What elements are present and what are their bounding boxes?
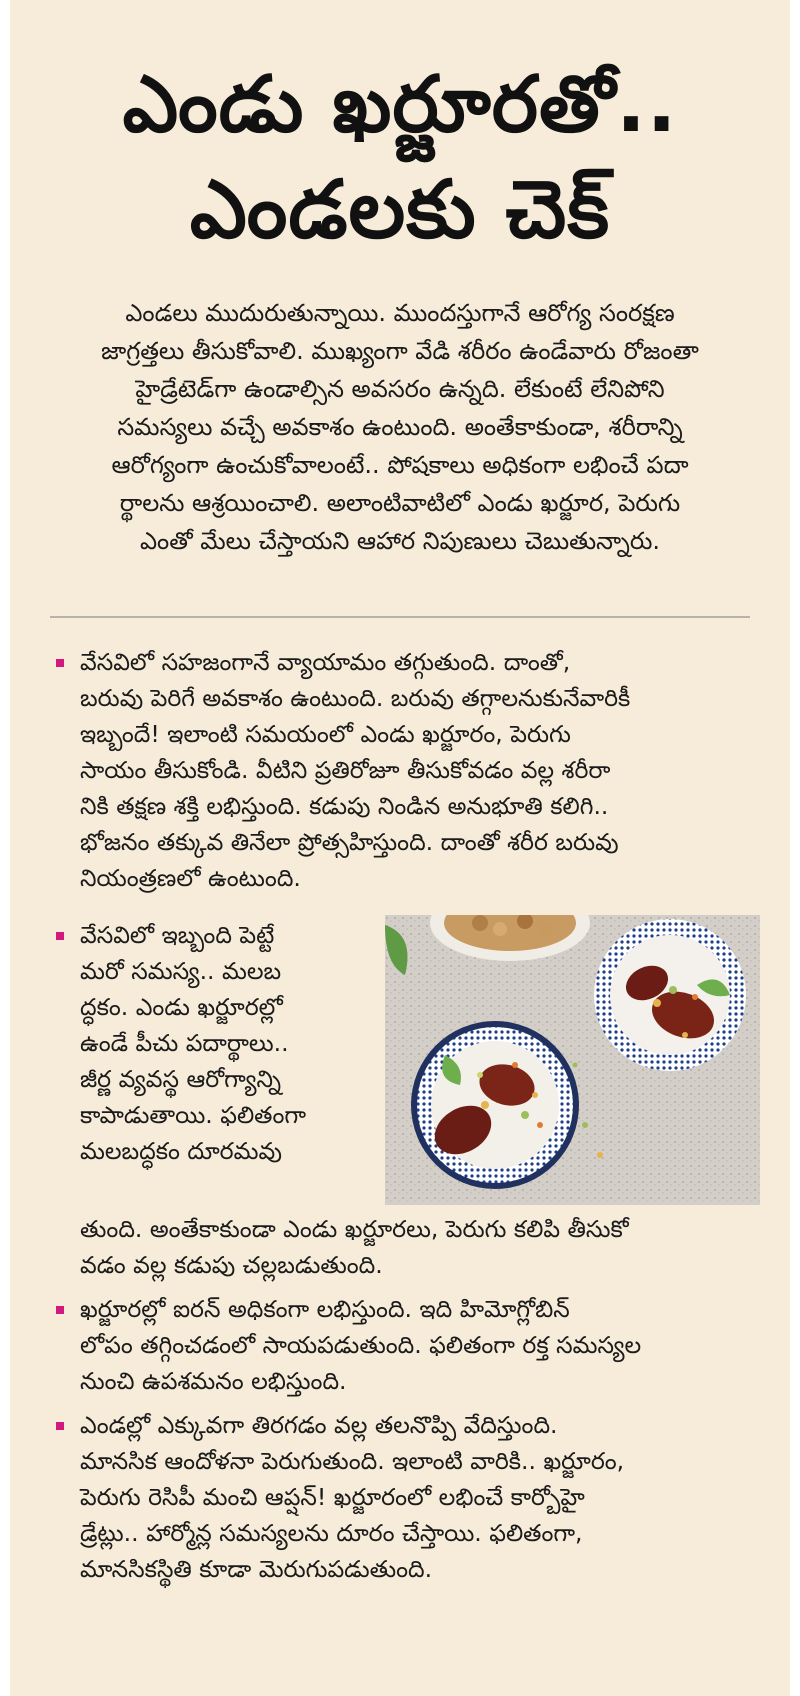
bullet-3-line: లోపం తగ్గించడంలో సాయపడుతుంది. ఫలితంగా రక్త సమస్యల [80, 1331, 642, 1359]
headline-line-1: ఎండు ఖర్జూరతో.. [122, 60, 678, 150]
section-divider [50, 616, 750, 618]
bullet-2-line: తుంది. అంతేకాకుండా ఎండు ఖర్జూరలు, పెరుగు కలిపి తీసుకో [80, 1215, 629, 1243]
intro-line: ఎండలు ముదురుతున్నాయి. ముందస్తుగానే ఆరోగ్య సంరక్షణ [125, 299, 675, 327]
bullet-2-line: మలబద్ధకం దూరమవు [80, 1137, 282, 1165]
intro-line: సమస్యలు వచ్చే అవకాశం ఉంటుంది. అంతేకాకుండా, శరీరాన్ని [117, 413, 683, 441]
intro-line: ఆరోగ్యంగా ఉంచుకోవాలంటే.. పోషకాలు అధికంగా లభించే పదా [111, 451, 689, 479]
bullet-3-line: ఖర్జూరల్లో ఐరన్ అధికంగా లభిస్తుంది. ఇది హిమోగ్లోబిన్ [80, 1295, 570, 1323]
intro-line: హైడ్రేటెడ్‌గా ఉండాల్సిన అవసరం ఉన్నది. లేకుంటే లేనిపోని [135, 375, 665, 403]
intro-line: ర్థాలను ఆశ్రయించాలి. అలాంటివాటిలో ఎండు ఖర్జూర, పెరుగు [119, 489, 681, 517]
dates-yogurt-photo [385, 915, 760, 1205]
bullet-4-line: మానసికస్థితి కూడా మెరుగుపడుతుంది. [80, 1555, 433, 1583]
bullet-2-line: జీర్ణ వ్యవస్థ ఆరోగ్యాన్ని [80, 1065, 282, 1093]
bullet-2-line: మరో సమస్య.. మలబ [80, 957, 282, 985]
bullet-4-line: ఎండల్లో ఎక్కువగా తిరగడం వల్ల తలనొప్పి వేదిస్తుంది. [80, 1411, 558, 1439]
bullet-1-line: నియంత్రణలో ఉంటుంది. [80, 864, 301, 892]
bullet-1-line: వేసవిలో సహజంగానే వ్యాయామం తగ్గుతుంది. దాంతో, [80, 648, 571, 676]
bullet-1-line: ఇబ్బందే! ఇలాంటి సమయంలో ఎండు ఖర్జూరం, పెరుగు [80, 720, 571, 748]
dates-yogurt-illustration [385, 915, 760, 1205]
intro-line: ఎంతో మేలు చేస్తాయని ఆహార నిపుణులు చెబుతున్నారు. [139, 527, 661, 555]
bullet-2-line: ద్ధకం. ఎండు ఖర్జూరల్లో [80, 993, 283, 1021]
bullet-2-line: ఉండే పీచు పదార్థాలు.. [80, 1029, 289, 1057]
bullet-4-line: మానసిక ఆందోళనా పెరుగుతుంది. ఇలాంటి వారికి.. ఖర్జూరం, [80, 1447, 625, 1475]
bullet-1-line: సాయం తీసుకోండి. వీటిని ప్రతిరోజూ తీసుకోవడం వల్ల శరీరా [80, 756, 611, 784]
bullet-marker [56, 1306, 64, 1314]
bullet-2-line: వేసవిలో ఇబ్బంది పెట్టే [80, 921, 275, 949]
bullet-3-line: నుంచి ఉపశమనం లభిస్తుంది. [80, 1367, 347, 1395]
bullet-1-line: నికి తక్షణ శక్తి లభిస్తుంది. కడుపు నిండిన అనుభూతి కలిగి.. [80, 792, 609, 820]
bullet-4-line: డ్రేట్లు.. హార్మోన్ల సమస్యలను దూరం చేస్తాయి. ఫలితంగా, [80, 1519, 583, 1547]
article-page [10, 0, 790, 1696]
bullet-marker [56, 659, 64, 667]
bullet-2-line: వడం వల్ల కడుపు చల్లబడుతుంది. [80, 1251, 383, 1279]
bullet-marker [56, 932, 64, 940]
bullet-1-line: బరువు పెరిగే అవకాశం ఉంటుంది. బరువు తగ్గాలనుకునేవారికీ [80, 684, 631, 712]
intro-line: జాగ్రత్తలు తీసుకోవాలి. ముఖ్యంగా వేడి శరీరం ఉండేవారు రోజంతా [101, 337, 699, 365]
headline-line-2: ఎండలకు చెక్ [189, 163, 611, 256]
bullet-4-line: పెరుగు రెసిపీ మంచి ఆప్షన్! ఖర్జూరంలో లభించే కార్బోహై [80, 1483, 585, 1511]
bullet-1-line: భోజనం తక్కువ తినేలా ప్రోత్సహిస్తుంది. దాంతో శరీర బరువు [80, 828, 619, 856]
bullet-2-line: కాపాడుతాయి. ఫలితంగా [80, 1101, 307, 1129]
bullet-marker [56, 1422, 64, 1430]
